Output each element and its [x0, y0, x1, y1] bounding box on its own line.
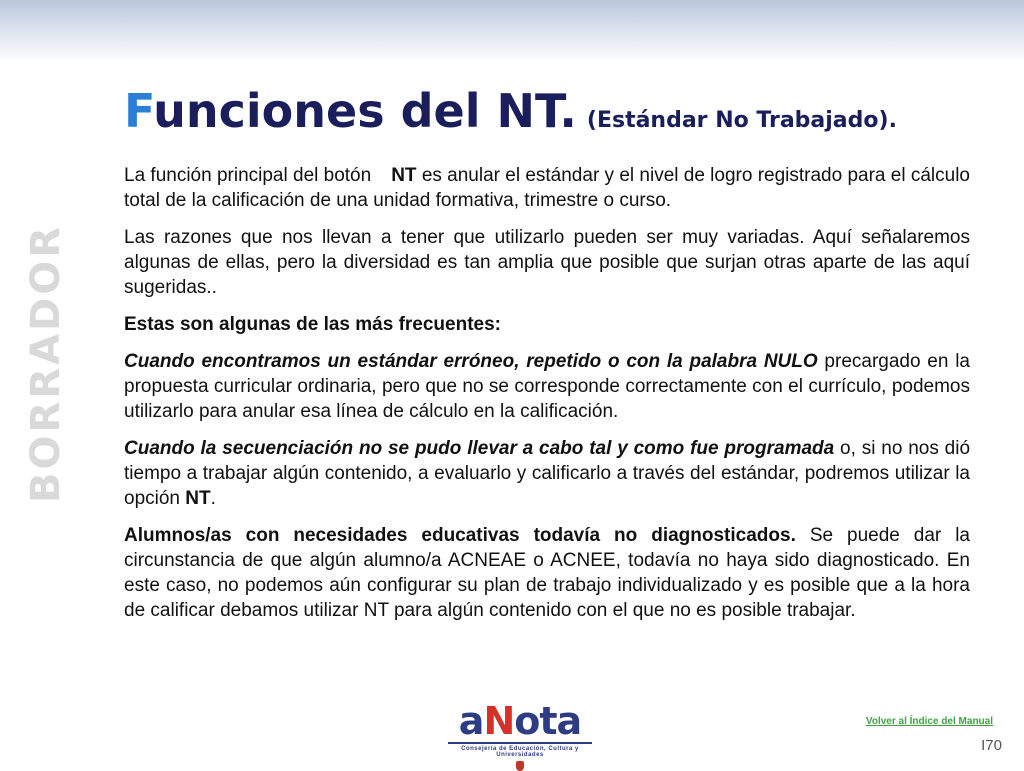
title-subtitle: (Estándar No Trabajado). [586, 108, 897, 133]
p1-before: La función principal del botón [124, 165, 372, 186]
p5-lead: Cuando la secuenciación no se pudo llevar a cabo tal y como fue programada [124, 438, 835, 459]
paragraph-case-sequence [124, 436, 970, 511]
nt-button-reference: NT [391, 165, 417, 186]
header-gradient-band [0, 0, 1024, 62]
logo-tagline: Consejería de Educación, Cultura y Universidades [461, 746, 579, 758]
title-main: unciones del NT. [153, 84, 577, 138]
paragraph-intro [124, 163, 970, 213]
paragraph-case-undiagnosed [124, 523, 970, 623]
p6-lead: Alumnos/as con necesidades educativas todavía no diagnosticados. [124, 525, 796, 546]
p5-rest: o, si no nos dió tiempo a trabajar algún contenido, a evaluarlo y calificarlo a través del estándar, podremos utilizar la opción [124, 438, 971, 509]
paragraph-frequent-heading: Estas son algunas de las más frecuentes: [124, 314, 501, 335]
title-first-letter: F [124, 84, 154, 138]
p5-end: . [210, 488, 216, 509]
paragraph-case-erroneous [124, 349, 970, 424]
p4-lead: Cuando encontramos un estándar erróneo, repetido o con la palabra NULO [124, 351, 818, 372]
page-title [124, 84, 897, 138]
body-text [124, 163, 970, 635]
p4-rest: precargado en la propuesta curricular ordinaria, pero que no se corresponde correctamente con el currículo, podemos utilizarlo para anular esa línea de cálculo en la calificación. [124, 351, 970, 422]
anota-logo [440, 699, 600, 766]
page-number: I70 [981, 737, 1002, 754]
logo-wordmark: aNota [458, 699, 582, 743]
paragraph-reasons: Las razones que nos llevan a tener que utilizarlo pueden ser muy variadas. Aquí señalaremos algunas de ellas, pero la diversidad es tan amplia que posible que surjan otras aparte de las aquí sugeridas.. [124, 227, 970, 298]
p5-option: NT [185, 488, 211, 509]
draft-watermark: BORRADOR [23, 223, 69, 503]
p1-after: es anular el estándar y el nivel de logro registrado para el cálculo total de la calificación de una unidad formativa, trimestre o curso. [124, 165, 970, 211]
crest-icon [516, 761, 524, 771]
back-to-index-link[interactable]: Volver al Índice del Manual [865, 716, 993, 727]
p6-rest: Se puede dar la circunstancia de que algún alumno/a ACNEAE o ACNEE, todavía no haya sido diagnosticado. En este caso, no podemos aún configurar su plan de trabajo individualizado y es posible que a la hora de calificar debamos utilizar NT para algún contenido con el que no es posible trabajar. [124, 525, 970, 621]
